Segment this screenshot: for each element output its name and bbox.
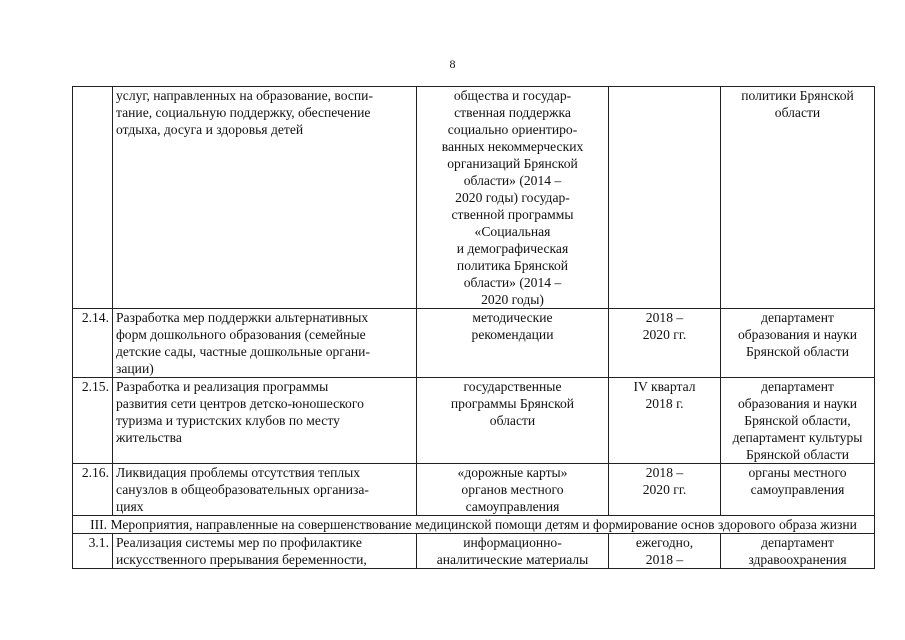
deadline <box>609 87 721 309</box>
item-number: 2.16. <box>73 464 113 516</box>
item-number <box>73 87 113 309</box>
deadline: IV квартал 2018 г. <box>609 378 721 464</box>
document-type: государственные программы Брянской области <box>417 378 609 464</box>
responsible: департамент образования и науки Брянской области <box>721 309 875 378</box>
measure-name: услуг, направленных на образование, воспи- тание, социальную поддержку, обеспечение отдыха, досуга и здоровья детей <box>113 87 417 309</box>
table-row <box>73 87 875 309</box>
measure-name: Реализация системы мер по профилактике искусственного прерывания беременности, <box>113 534 417 569</box>
table-row <box>73 378 875 464</box>
responsible: департамент здравоохранения <box>721 534 875 569</box>
section-heading-row <box>73 516 875 534</box>
item-number: 2.14. <box>73 309 113 378</box>
responsible: департамент образования и науки Брянской области, департамент культуры Брянской области <box>721 378 875 464</box>
table-row <box>73 309 875 378</box>
document-type: «дорожные карты» органов местного самоуправления <box>417 464 609 516</box>
deadline: ежегодно, 2018 – <box>609 534 721 569</box>
table-row <box>73 464 875 516</box>
deadline: 2018 – 2020 гг. <box>609 464 721 516</box>
measure-name: Разработка и реализация программы развития сети центров детско-юношеского туризма и туристских клубов по месту жительства <box>113 378 417 464</box>
deadline: 2018 – 2020 гг. <box>609 309 721 378</box>
table-row <box>73 534 875 569</box>
page-number: 8 <box>449 57 456 71</box>
item-number: 2.15. <box>73 378 113 464</box>
document-type: общества и государ- ственная поддержка социально ориентиро- ванных некоммерческих организаций Брянской области» (2014 – 2020 годы) государ- ственной программы «Социальная и демографическая политика Брянской области» (2014 – 2020 годы) <box>417 87 609 309</box>
document-type: методические рекомендации <box>417 309 609 378</box>
section-heading: III. Мероприятия, направленные на совершенствование медицинской помощи детям и формирование основ здорового образа жизни <box>73 516 875 534</box>
responsible: политики Брянской области <box>721 87 875 309</box>
measure-name: Ликвидация проблемы отсутствия теплых санузлов в общеобразовательных организа- циях <box>113 464 417 516</box>
item-number: 3.1. <box>73 534 113 569</box>
responsible: органы местного самоуправления <box>721 464 875 516</box>
document-type: информационно- аналитические материалы <box>417 534 609 569</box>
measure-name: Разработка мер поддержки альтернативных форм дошкольного образования (семейные детские сады, частные дошкольные органи- зации) <box>113 309 417 378</box>
measures-table <box>72 86 875 569</box>
